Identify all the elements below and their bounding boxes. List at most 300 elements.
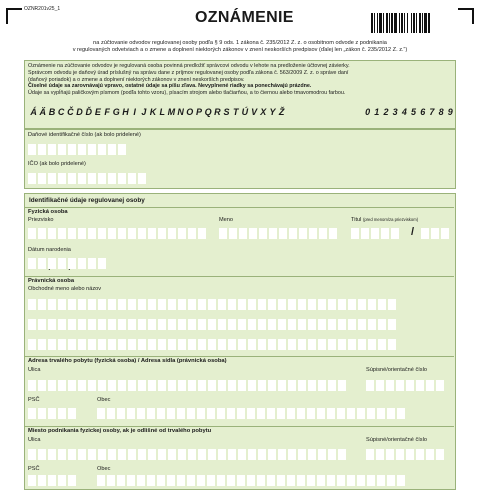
entry-box[interactable] — [48, 319, 56, 330]
entry-box[interactable] — [338, 449, 346, 460]
entry-box[interactable] — [68, 228, 76, 239]
entry-box[interactable] — [148, 319, 156, 330]
entry-box[interactable] — [58, 258, 66, 269]
entry-box[interactable] — [258, 449, 266, 460]
entry-box[interactable] — [358, 319, 366, 330]
entry-box[interactable] — [366, 449, 374, 460]
ulica-field[interactable] — [28, 380, 346, 391]
entry-box[interactable] — [387, 475, 395, 486]
entry-box[interactable] — [58, 475, 66, 486]
entry-box[interactable] — [138, 449, 146, 460]
entry-box[interactable] — [366, 380, 374, 391]
entry-box[interactable] — [288, 319, 296, 330]
entry-box[interactable] — [148, 449, 156, 460]
entry-box[interactable] — [158, 449, 166, 460]
entry-box[interactable] — [28, 144, 36, 155]
entry-box[interactable] — [368, 319, 376, 330]
entry-box[interactable] — [168, 339, 176, 350]
entry-box[interactable] — [308, 380, 316, 391]
entry-box[interactable] — [38, 299, 46, 310]
entry-box[interactable] — [327, 475, 335, 486]
entry-box[interactable] — [318, 299, 326, 310]
entry-box[interactable] — [228, 319, 236, 330]
entry-box[interactable] — [28, 475, 36, 486]
entry-box[interactable] — [338, 339, 346, 350]
entry-box[interactable] — [28, 258, 36, 269]
entry-box[interactable] — [217, 408, 225, 419]
datum-field[interactable] — [28, 258, 106, 269]
entry-box[interactable] — [158, 228, 166, 239]
entry-box[interactable] — [117, 408, 125, 419]
entry-box[interactable] — [138, 173, 146, 184]
entry-box[interactable] — [48, 144, 56, 155]
entry-box[interactable] — [78, 144, 86, 155]
entry-box[interactable] — [188, 228, 196, 239]
entry-box[interactable] — [307, 475, 315, 486]
entry-box[interactable] — [278, 319, 286, 330]
entry-box[interactable] — [168, 228, 176, 239]
entry-box[interactable] — [218, 339, 226, 350]
entry-box[interactable] — [268, 380, 276, 391]
entry-box[interactable] — [357, 408, 365, 419]
entry-box[interactable] — [288, 299, 296, 310]
entry-box[interactable] — [28, 173, 36, 184]
entry-box[interactable] — [328, 319, 336, 330]
entry-box[interactable] — [376, 449, 384, 460]
obchodne-meno-row-2[interactable] — [28, 319, 396, 330]
entry-box[interactable] — [58, 173, 66, 184]
entry-box[interactable] — [108, 339, 116, 350]
entry-box[interactable] — [88, 228, 96, 239]
entry-box[interactable] — [88, 144, 96, 155]
entry-box[interactable] — [257, 408, 265, 419]
entry-box[interactable] — [277, 408, 285, 419]
entry-box[interactable] — [48, 408, 56, 419]
entry-box[interactable] — [268, 299, 276, 310]
entry-box[interactable] — [147, 408, 155, 419]
entry-box[interactable] — [108, 173, 116, 184]
entry-box[interactable] — [178, 299, 186, 310]
entry-box[interactable] — [58, 144, 66, 155]
entry-box[interactable] — [268, 339, 276, 350]
entry-box[interactable] — [98, 228, 106, 239]
entry-box[interactable] — [38, 319, 46, 330]
entry-box[interactable] — [128, 173, 136, 184]
entry-box[interactable] — [416, 380, 424, 391]
entry-box[interactable] — [227, 408, 235, 419]
entry-box[interactable] — [58, 449, 66, 460]
entry-box[interactable] — [28, 380, 36, 391]
entry-box[interactable] — [436, 449, 444, 460]
psc2-field[interactable] — [28, 475, 76, 486]
entry-box[interactable] — [247, 475, 255, 486]
entry-box[interactable] — [107, 475, 115, 486]
entry-box[interactable] — [238, 380, 246, 391]
entry-box[interactable] — [298, 380, 306, 391]
entry-box[interactable] — [197, 408, 205, 419]
entry-box[interactable] — [108, 144, 116, 155]
entry-box[interactable] — [298, 339, 306, 350]
entry-box[interactable] — [98, 258, 106, 269]
entry-box[interactable] — [78, 339, 86, 350]
entry-box[interactable] — [38, 258, 46, 269]
entry-box[interactable] — [48, 228, 56, 239]
entry-box[interactable] — [208, 319, 216, 330]
entry-box[interactable] — [108, 380, 116, 391]
entry-box[interactable] — [351, 228, 359, 239]
entry-box[interactable] — [328, 380, 336, 391]
entry-box[interactable] — [279, 228, 287, 239]
entry-box[interactable] — [187, 408, 195, 419]
entry-box[interactable] — [107, 408, 115, 419]
entry-box[interactable] — [168, 380, 176, 391]
entry-box[interactable] — [58, 380, 66, 391]
entry-box[interactable] — [288, 339, 296, 350]
entry-box[interactable] — [128, 449, 136, 460]
entry-box[interactable] — [108, 319, 116, 330]
entry-box[interactable] — [28, 449, 36, 460]
entry-box[interactable] — [137, 475, 145, 486]
entry-box[interactable] — [238, 339, 246, 350]
entry-box[interactable] — [148, 339, 156, 350]
entry-box[interactable] — [148, 380, 156, 391]
entry-box[interactable] — [357, 475, 365, 486]
entry-box[interactable] — [338, 319, 346, 330]
entry-box[interactable] — [28, 299, 36, 310]
entry-box[interactable] — [239, 228, 247, 239]
entry-box[interactable] — [198, 339, 206, 350]
entry-box[interactable] — [198, 449, 206, 460]
entry-box[interactable] — [188, 319, 196, 330]
entry-box[interactable] — [98, 380, 106, 391]
entry-box[interactable] — [98, 339, 106, 350]
entry-box[interactable] — [98, 173, 106, 184]
entry-box[interactable] — [88, 299, 96, 310]
entry-box[interactable] — [138, 380, 146, 391]
entry-box[interactable] — [388, 299, 396, 310]
entry-box[interactable] — [78, 319, 86, 330]
entry-box[interactable] — [328, 449, 336, 460]
entry-box[interactable] — [168, 449, 176, 460]
entry-box[interactable] — [97, 475, 105, 486]
entry-box[interactable] — [278, 380, 286, 391]
entry-box[interactable] — [58, 228, 66, 239]
entry-box[interactable] — [128, 380, 136, 391]
entry-box[interactable] — [347, 475, 355, 486]
entry-box[interactable] — [317, 408, 325, 419]
entry-box[interactable] — [28, 228, 36, 239]
entry-box[interactable] — [278, 449, 286, 460]
entry-box[interactable] — [378, 339, 386, 350]
entry-box[interactable] — [118, 173, 126, 184]
entry-box[interactable] — [178, 449, 186, 460]
entry-box[interactable] — [328, 299, 336, 310]
entry-box[interactable] — [188, 449, 196, 460]
entry-box[interactable] — [416, 449, 424, 460]
entry-box[interactable] — [248, 449, 256, 460]
entry-box[interactable] — [98, 144, 106, 155]
titul-pred-field[interactable] — [351, 228, 399, 239]
entry-box[interactable] — [337, 408, 345, 419]
entry-box[interactable] — [88, 319, 96, 330]
entry-box[interactable] — [68, 319, 76, 330]
entry-box[interactable] — [208, 339, 216, 350]
entry-box[interactable] — [406, 449, 414, 460]
entry-box[interactable] — [386, 380, 394, 391]
entry-box[interactable] — [361, 228, 369, 239]
entry-box[interactable] — [38, 228, 46, 239]
entry-box[interactable] — [431, 228, 439, 239]
entry-box[interactable] — [127, 475, 135, 486]
entry-box[interactable] — [218, 319, 226, 330]
entry-box[interactable] — [327, 408, 335, 419]
entry-box[interactable] — [168, 319, 176, 330]
entry-box[interactable] — [396, 380, 404, 391]
obec2-field[interactable] — [97, 475, 405, 486]
entry-box[interactable] — [367, 475, 375, 486]
entry-box[interactable] — [318, 449, 326, 460]
entry-box[interactable] — [436, 380, 444, 391]
entry-box[interactable] — [48, 380, 56, 391]
entry-box[interactable] — [257, 475, 265, 486]
entry-box[interactable] — [396, 449, 404, 460]
entry-box[interactable] — [78, 380, 86, 391]
entry-box[interactable] — [148, 228, 156, 239]
entry-box[interactable] — [388, 319, 396, 330]
entry-box[interactable] — [48, 475, 56, 486]
entry-box[interactable] — [441, 228, 449, 239]
entry-box[interactable] — [167, 475, 175, 486]
entry-box[interactable] — [168, 299, 176, 310]
entry-box[interactable] — [88, 449, 96, 460]
entry-box[interactable] — [158, 319, 166, 330]
entry-box[interactable] — [158, 380, 166, 391]
entry-box[interactable] — [371, 228, 379, 239]
entry-box[interactable] — [58, 319, 66, 330]
entry-box[interactable] — [309, 228, 317, 239]
entry-box[interactable] — [348, 339, 356, 350]
entry-box[interactable] — [287, 408, 295, 419]
entry-box[interactable] — [68, 144, 76, 155]
entry-box[interactable] — [138, 319, 146, 330]
entry-box[interactable] — [148, 299, 156, 310]
entry-box[interactable] — [388, 339, 396, 350]
entry-box[interactable] — [158, 339, 166, 350]
meno-field[interactable] — [219, 228, 337, 239]
entry-box[interactable] — [421, 228, 429, 239]
entry-box[interactable] — [138, 339, 146, 350]
entry-box[interactable] — [381, 228, 389, 239]
entry-box[interactable] — [268, 319, 276, 330]
obec-field[interactable] — [97, 408, 405, 419]
entry-box[interactable] — [138, 299, 146, 310]
supisne2-field[interactable] — [366, 449, 444, 460]
entry-box[interactable] — [258, 339, 266, 350]
entry-box[interactable] — [219, 228, 227, 239]
entry-box[interactable] — [258, 319, 266, 330]
entry-box[interactable] — [178, 319, 186, 330]
entry-box[interactable] — [178, 380, 186, 391]
entry-box[interactable] — [108, 449, 116, 460]
entry-box[interactable] — [269, 228, 277, 239]
entry-box[interactable] — [367, 408, 375, 419]
entry-box[interactable] — [358, 299, 366, 310]
entry-box[interactable] — [278, 299, 286, 310]
entry-box[interactable] — [38, 380, 46, 391]
entry-box[interactable] — [58, 299, 66, 310]
entry-box[interactable] — [157, 475, 165, 486]
entry-box[interactable] — [48, 173, 56, 184]
entry-box[interactable] — [248, 319, 256, 330]
entry-box[interactable] — [218, 449, 226, 460]
entry-box[interactable] — [58, 339, 66, 350]
entry-box[interactable] — [426, 380, 434, 391]
entry-box[interactable] — [278, 339, 286, 350]
entry-box[interactable] — [397, 475, 405, 486]
entry-box[interactable] — [229, 228, 237, 239]
entry-box[interactable] — [38, 173, 46, 184]
entry-box[interactable] — [207, 408, 215, 419]
entry-box[interactable] — [287, 475, 295, 486]
entry-box[interactable] — [68, 449, 76, 460]
entry-box[interactable] — [288, 380, 296, 391]
entry-box[interactable] — [118, 339, 126, 350]
entry-box[interactable] — [68, 475, 76, 486]
entry-box[interactable] — [227, 475, 235, 486]
entry-box[interactable] — [406, 380, 414, 391]
entry-box[interactable] — [88, 258, 96, 269]
entry-box[interactable] — [127, 408, 135, 419]
entry-box[interactable] — [88, 173, 96, 184]
entry-box[interactable] — [308, 299, 316, 310]
entry-box[interactable] — [237, 475, 245, 486]
entry-box[interactable] — [48, 299, 56, 310]
entry-box[interactable] — [347, 408, 355, 419]
entry-box[interactable] — [98, 449, 106, 460]
entry-box[interactable] — [128, 339, 136, 350]
entry-box[interactable] — [68, 299, 76, 310]
entry-box[interactable] — [228, 380, 236, 391]
entry-box[interactable] — [308, 319, 316, 330]
entry-box[interactable] — [378, 299, 386, 310]
entry-box[interactable] — [338, 299, 346, 310]
entry-box[interactable] — [337, 475, 345, 486]
entry-box[interactable] — [28, 319, 36, 330]
entry-box[interactable] — [158, 299, 166, 310]
entry-box[interactable] — [38, 144, 46, 155]
entry-box[interactable] — [238, 319, 246, 330]
entry-box[interactable] — [258, 380, 266, 391]
entry-box[interactable] — [177, 475, 185, 486]
entry-box[interactable] — [376, 380, 384, 391]
entry-box[interactable] — [128, 319, 136, 330]
entry-box[interactable] — [108, 228, 116, 239]
entry-box[interactable] — [258, 299, 266, 310]
entry-box[interactable] — [267, 408, 275, 419]
entry-box[interactable] — [58, 408, 66, 419]
entry-box[interactable] — [218, 380, 226, 391]
entry-box[interactable] — [198, 228, 206, 239]
entry-box[interactable] — [328, 339, 336, 350]
entry-box[interactable] — [358, 339, 366, 350]
entry-box[interactable] — [78, 173, 86, 184]
ulica2-field[interactable] — [28, 449, 346, 460]
entry-box[interactable] — [128, 299, 136, 310]
entry-box[interactable] — [297, 475, 305, 486]
entry-box[interactable] — [28, 339, 36, 350]
entry-box[interactable] — [259, 228, 267, 239]
entry-box[interactable] — [348, 319, 356, 330]
entry-box[interactable] — [177, 408, 185, 419]
entry-box[interactable] — [238, 299, 246, 310]
entry-box[interactable] — [297, 408, 305, 419]
entry-box[interactable] — [317, 475, 325, 486]
entry-box[interactable] — [318, 380, 326, 391]
entry-box[interactable] — [78, 228, 86, 239]
entry-box[interactable] — [307, 408, 315, 419]
entry-box[interactable] — [188, 380, 196, 391]
entry-box[interactable] — [188, 299, 196, 310]
entry-box[interactable] — [118, 319, 126, 330]
entry-box[interactable] — [38, 475, 46, 486]
entry-box[interactable] — [288, 449, 296, 460]
supisne-field[interactable] — [366, 380, 444, 391]
entry-box[interactable] — [289, 228, 297, 239]
priezvisko-field[interactable] — [28, 228, 206, 239]
entry-box[interactable] — [426, 449, 434, 460]
entry-box[interactable] — [329, 228, 337, 239]
entry-box[interactable] — [38, 449, 46, 460]
entry-box[interactable] — [88, 339, 96, 350]
entry-box[interactable] — [118, 449, 126, 460]
entry-box[interactable] — [128, 228, 136, 239]
entry-box[interactable] — [208, 449, 216, 460]
obchodne-meno-row-1[interactable] — [28, 299, 396, 310]
entry-box[interactable] — [178, 228, 186, 239]
entry-box[interactable] — [228, 449, 236, 460]
entry-box[interactable] — [208, 380, 216, 391]
entry-box[interactable] — [319, 228, 327, 239]
entry-box[interactable] — [117, 475, 125, 486]
obchodne-meno-row-3[interactable] — [28, 339, 396, 350]
entry-box[interactable] — [98, 319, 106, 330]
entry-box[interactable] — [368, 299, 376, 310]
entry-box[interactable] — [248, 339, 256, 350]
entry-box[interactable] — [207, 475, 215, 486]
psc-field[interactable] — [28, 408, 76, 419]
entry-box[interactable] — [147, 475, 155, 486]
entry-box[interactable] — [118, 228, 126, 239]
entry-box[interactable] — [108, 299, 116, 310]
entry-box[interactable] — [48, 339, 56, 350]
entry-box[interactable] — [178, 339, 186, 350]
entry-box[interactable] — [298, 319, 306, 330]
entry-box[interactable] — [268, 449, 276, 460]
entry-box[interactable] — [308, 339, 316, 350]
entry-box[interactable] — [377, 475, 385, 486]
entry-box[interactable] — [197, 475, 205, 486]
entry-box[interactable] — [198, 380, 206, 391]
entry-box[interactable] — [386, 449, 394, 460]
entry-box[interactable] — [247, 408, 255, 419]
entry-box[interactable] — [137, 408, 145, 419]
entry-box[interactable] — [198, 319, 206, 330]
entry-box[interactable] — [248, 380, 256, 391]
entry-box[interactable] — [238, 449, 246, 460]
entry-box[interactable] — [78, 299, 86, 310]
entry-box[interactable] — [277, 475, 285, 486]
entry-box[interactable] — [391, 228, 399, 239]
